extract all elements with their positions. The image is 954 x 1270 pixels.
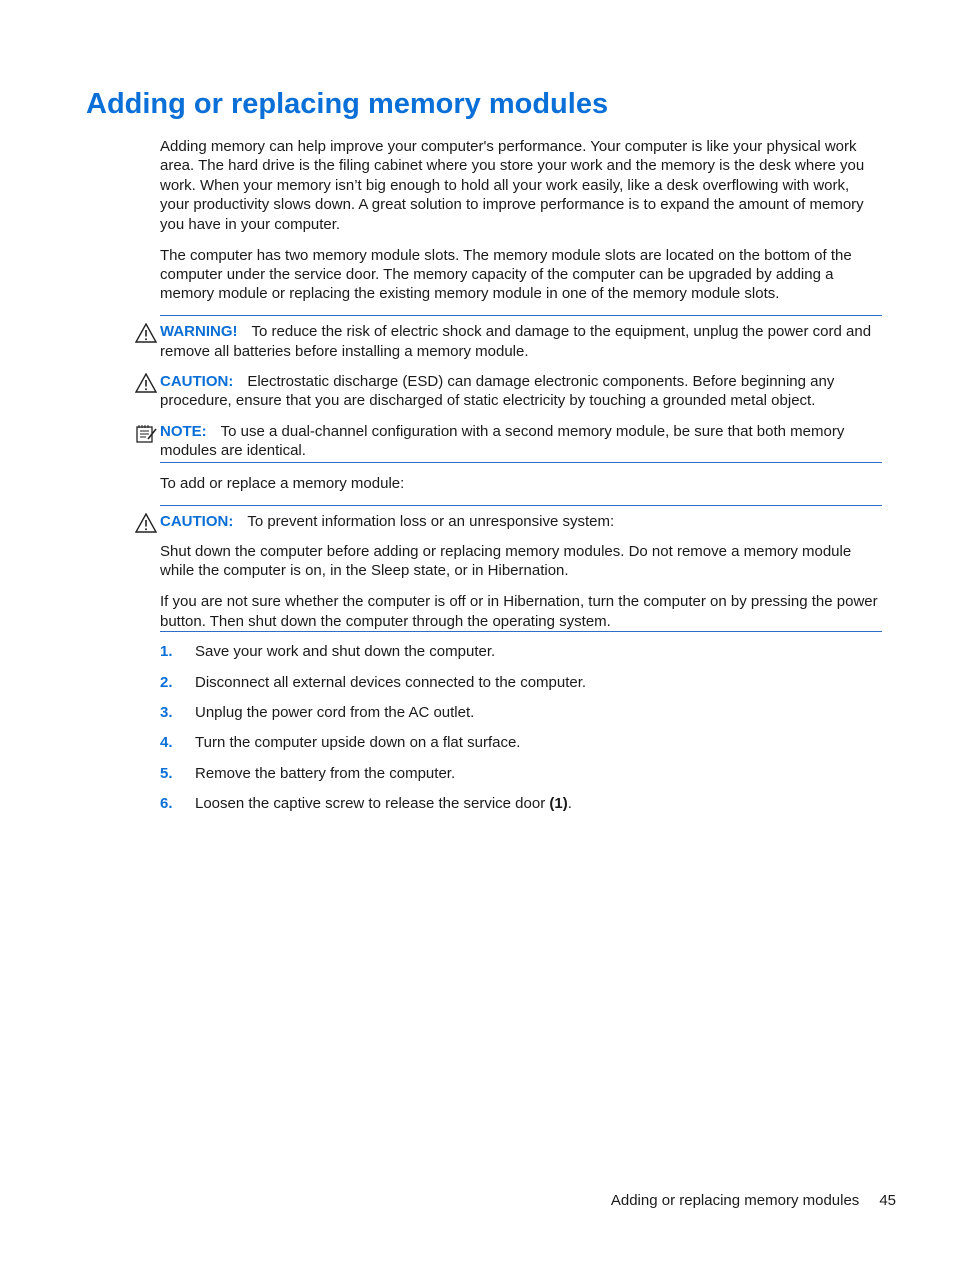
step-end: .	[567, 795, 572, 813]
steps-list	[160, 642, 882, 813]
list-item	[160, 642, 882, 661]
warning-triangle-icon	[135, 323, 157, 343]
list-item	[160, 733, 882, 752]
step-text: Disconnect all external devices connected to the computer.	[195, 673, 587, 691]
step-number: 6.	[160, 795, 173, 813]
lead-in-text: To add or replace a memory module:	[160, 474, 405, 492]
step-number: 2.	[160, 673, 173, 691]
step-number: 3.	[160, 703, 173, 721]
list-item	[160, 764, 882, 783]
step-number: 5.	[160, 764, 173, 782]
warning-label: WARNING!	[160, 323, 238, 341]
intro-paragraph-2: The computer has two memory module slots. The memory module slots are located on the bottom of the computer under the service door. The memory capacity of the computer can be upgraded by adding a memory module or replacing the existing memory module in one of the memory module slots.	[160, 246, 852, 303]
footer-section-title: Adding or replacing memory modules	[610, 1192, 860, 1209]
note-text: To use a dual-channel configuration with a second memory module, be sure that both memory modules are identical.	[160, 422, 845, 460]
list-item	[160, 794, 882, 813]
list-item	[160, 673, 882, 692]
page-footer	[611, 1192, 896, 1209]
intro-paragraph-1: Adding memory can help improve your computer's performance. Your computer is like your physical work area. The hard drive is the filing cabinet where you store your work and the memory is the desk where you work. When your memory isn’t big enough to hold all your work easily, like a desk overflowing with work, your productivity slows down. A great solution to improve performance is to expand the amount of memory you have in your computer.	[160, 138, 865, 233]
caution-text: Electrostatic discharge (ESD) can damage electronic components. Before beginning any procedure, ensure that you are discharged of static electricity by touching a grounded metal object.	[160, 373, 835, 410]
caution-paragraph-2: If you are not sure whether the computer is off or in Hibernation, turn the computer on by pressing the power button. Then shut down the computer through the operating system.	[160, 593, 878, 630]
warning-notice	[160, 322, 882, 361]
step-number: 4.	[160, 734, 173, 752]
step-number: 1.	[160, 643, 173, 661]
caution-notice-esd	[160, 372, 882, 411]
note-notice	[160, 422, 882, 463]
page-number: 45	[879, 1192, 896, 1209]
caution-notice-info-loss	[160, 512, 882, 531]
caution-triangle-icon	[135, 373, 157, 393]
note-pad-icon	[135, 423, 157, 443]
page-body	[160, 137, 882, 825]
page-title: Adding or replacing memory modules	[86, 88, 609, 120]
warning-text: To reduce the risk of electric shock and damage to the equipment, unplug the power cord and remove all batteries before installing a memory module.	[160, 323, 872, 360]
caution-label: CAUTION:	[160, 373, 234, 391]
step-text: Save your work and shut down the computer.	[195, 643, 496, 661]
caution-text: To prevent information loss or an unresponsive system:	[247, 512, 615, 530]
step-text: Loosen the captive screw to release the service door	[195, 795, 550, 813]
caution-triangle-icon	[135, 513, 157, 533]
step-text: Turn the computer upside down on a flat surface.	[195, 734, 521, 752]
list-item	[160, 703, 882, 722]
note-label: NOTE:	[160, 422, 207, 440]
caution-label: CAUTION:	[160, 512, 234, 530]
step-text: Remove the battery from the computer.	[195, 764, 456, 782]
step-text: Unplug the power cord from the AC outlet.	[195, 703, 475, 721]
caution-box-info-loss	[160, 505, 882, 633]
callout-number: (1)	[549, 795, 568, 813]
notice-box	[160, 315, 882, 462]
caution-paragraph-1: Shut down the computer before adding or replacing memory modules. Do not remove a memory module while the computer is on, in the Sleep state, or in Hibernation.	[160, 543, 852, 580]
